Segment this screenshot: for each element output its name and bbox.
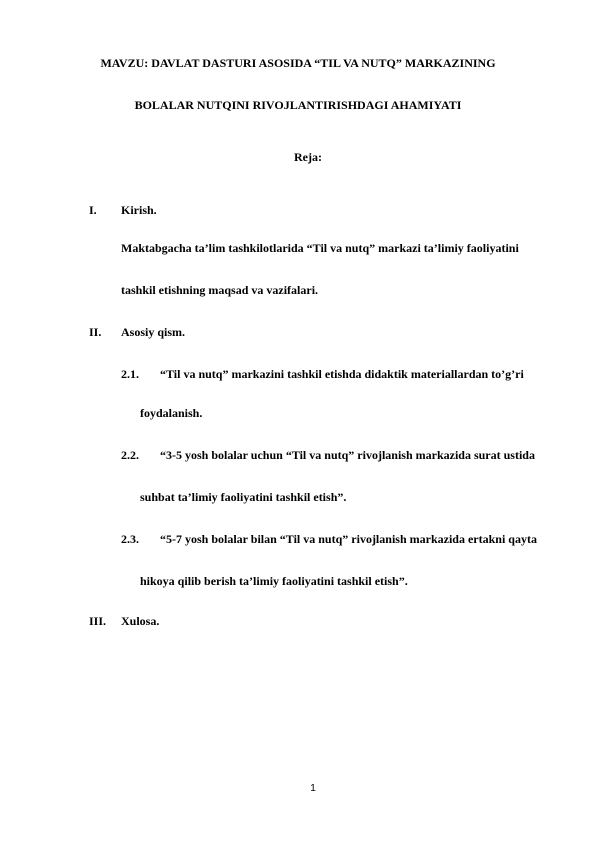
section-label-intro: Kirish. [121,203,157,217]
item-2-2-line-2: suhbat ta’limiy faoliyatini tashkil etish”. [140,490,347,504]
item-2-2-line-1: “3-5 yosh bolalar uchun “Til va nutq” rivojlanish markazida surat ustida [160,448,535,462]
intro-text-line-1: Maktabgacha ta’lim tashkilotlarida “Til va nutq” markazi ta’limiy faoliyatini [121,241,519,255]
item-number-2-2: 2.2. [121,448,139,462]
item-number-2-3: 2.3. [121,532,139,546]
intro-text-line-2: tashkil etishning maqsad va vazifalari. [121,283,319,297]
section-label-main: Asosiy qism. [121,325,186,339]
title-line-2: BOLALAR NUTQINI RIVOJLANTIRISHDAGI AHAMIYATI [134,98,462,112]
title-line-1: MAVZU: DAVLAT DASTURI ASOSIDA “TIL VA NUTQ” MARKAZINING [100,56,496,70]
item-2-1-line-2: foydalanish. [140,406,203,420]
section-label-conclusion: Xulosa. [121,614,160,628]
plan-heading: Reja: [294,150,322,164]
section-number-2: II. [89,325,102,339]
section-number-3: III. [89,614,107,628]
item-2-3-line-1: “5-7 yosh bolalar bilan “Til va nutq” rivojlanish markazida ertakni qayta [160,532,537,546]
item-2-1-line-1: “Til va nutq” markazini tashkil etishda didaktik materiallardan to’g’ri [160,367,524,381]
item-2-3-line-2: hikoya qilib berish ta’limiy faoliyatini tashkil etish”. [140,574,408,588]
page-number: 1 [310,783,316,794]
item-number-2-1: 2.1. [121,367,139,381]
section-number-1: I. [89,203,97,217]
